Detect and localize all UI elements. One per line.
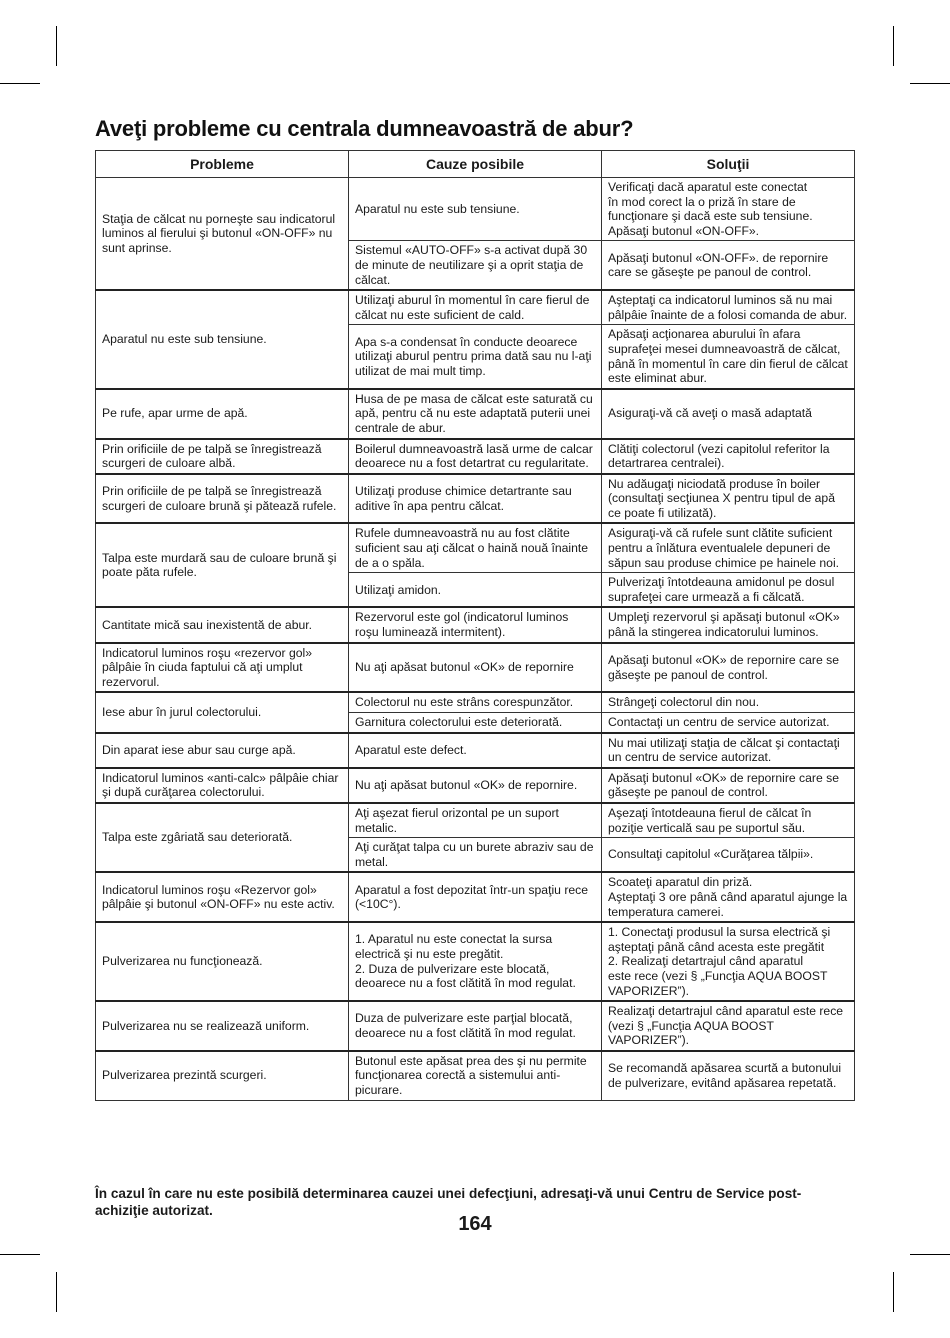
crop-mark xyxy=(56,1272,57,1312)
solution-cell: Pulverizaţi întotdeauna amidonul pe dosul suprafeţei care urmează a fi călcată. xyxy=(602,573,855,608)
cause-cell: Aparatul nu este sub tensiune. xyxy=(349,178,602,241)
troubleshooting-table xyxy=(95,150,855,1101)
cause-cell: Aţi curăţat talpa cu un burete abraziv sau de metal. xyxy=(349,838,602,873)
solution-cell: Apăsaţi butonul «OK» de repornire care se găseşte pe panoul de control. xyxy=(602,643,855,693)
problem-cell: Cantitate mică sau inexistentă de abur. xyxy=(96,607,349,642)
cause-cell: Garnitura colectorului este deteriorată. xyxy=(349,713,602,733)
table-header-row xyxy=(96,151,855,178)
solution-cell: Contactaţi un centru de service autorizat. xyxy=(602,713,855,733)
table-row xyxy=(96,733,855,768)
table-row xyxy=(96,474,855,524)
table-row xyxy=(96,872,855,922)
solution-cell: Asiguraţi-vă că aveţi o masă adaptată xyxy=(602,389,855,439)
crop-mark xyxy=(893,1272,894,1312)
cause-cell: Utilizaţi amidon. xyxy=(349,573,602,608)
crop-mark xyxy=(893,26,894,66)
cause-cell: Boilerul dumneavoastră lasă urme de calcar deoarece nu a fost detartrat cu regularitate. xyxy=(349,439,602,474)
solution-cell: Clătiţi colectorul (vezi capitolul referitor la detartrarea centralei). xyxy=(602,439,855,474)
solution-cell: Scoateţi aparatul din priză. Aşteptaţi 3 ore până când aparatul ajunge la temperatura camerei. xyxy=(602,872,855,922)
header-problems: Probleme xyxy=(96,151,349,178)
cause-cell: Rufele dumneavoastră nu au fost clătite suficient sau aţi călcat o haină nouă înainte de a o spăla. xyxy=(349,523,602,572)
table-row xyxy=(96,439,855,474)
solution-cell: Asiguraţi-vă că rufele sunt clătite suficient pentru a înlătura eventualele depuneri de săpun sau produse chimice pe hainele noi. xyxy=(602,523,855,572)
footer-note: În cazul în care nu este posibilă determinarea cauzei unei defecţiuni, adresaţi-vă unui Centru de Service post-achiziţie autorizat. xyxy=(95,1186,802,1218)
problem-cell: Aparatul nu este sub tensiune. xyxy=(96,290,349,389)
cause-cell: Aparatul a fost depozitat într-un spaţiu rece (<10C°). xyxy=(349,872,602,922)
problem-cell: Din aparat iese abur sau curge apă. xyxy=(96,733,349,768)
solution-cell: Aşezaţi întotdeauna fierul de călcat în poziţie verticală sau pe suportul său. xyxy=(602,803,855,838)
problem-cell: Pulverizarea nu se realizează uniform. xyxy=(96,1001,349,1051)
table-body xyxy=(96,178,855,1101)
solution-cell: Verificaţi dacă aparatul este conectat în mod corect la o priză în stare de funcţionare şi dacă este sub tensiune. Apăsaţi butonul «ON-OFF». xyxy=(602,178,855,241)
page-title: Aveţi probleme cu centrala dumneavoastră de abur? xyxy=(95,116,634,141)
table-row xyxy=(96,1051,855,1100)
problem-cell: Pulverizarea prezintă scurgeri. xyxy=(96,1051,349,1100)
solution-cell: Nu adăugaţi niciodată produse în boiler (consultaţi secţiunea X pentru tipul de apă ce poate fi utilizată). xyxy=(602,474,855,524)
problem-cell: Prin orificiile de pe talpă se înregistrează scurgeri de culoare albă. xyxy=(96,439,349,474)
table-row xyxy=(96,389,855,439)
solution-cell: Consultaţi capitolul «Curăţarea tălpii». xyxy=(602,838,855,873)
cause-cell: Husa de pe masa de călcat este saturată cu apă, pentru că nu este adaptată puterii unei centrale de abur. xyxy=(349,389,602,439)
cause-cell: Duza de pulverizare este parţial blocată, deoarece nu a fost clătită în mod regulat. xyxy=(349,1001,602,1051)
crop-mark xyxy=(56,26,57,66)
header-solutions: Soluţii xyxy=(602,151,855,178)
table-row xyxy=(96,607,855,642)
page-number: 164 xyxy=(458,1213,492,1235)
solution-cell: Aşteptaţi ca indicatorul luminos să nu mai pâlpâie înainte de a folosi comanda de abur. xyxy=(602,290,855,325)
solution-cell: Se recomandă apăsarea scurtă a butonului de pulverizare, evitând apăsarea repetată. xyxy=(602,1051,855,1100)
cause-cell: Aţi aşezat fierul orizontal pe un suport metalic. xyxy=(349,803,602,838)
problem-cell: Indicatorul luminos roşu «Rezervor gol» pâlpâie şi butonul «ON-OFF» nu este activ. xyxy=(96,872,349,922)
cause-cell: Aparatul este defect. xyxy=(349,733,602,768)
problem-cell: Pe rufe, apar urme de apă. xyxy=(96,389,349,439)
problem-cell: Staţia de călcat nu porneşte sau indicatorul luminos al fierului şi butonul «ON-OFF» nu sunt aprinse. xyxy=(96,178,349,291)
problem-cell: Indicatorul luminos roşu «rezervor gol» pâlpâie în ciuda faptului că aţi umplut rezervorul. xyxy=(96,643,349,693)
problem-cell: Pulverizarea nu funcţionează. xyxy=(96,922,349,1001)
header-causes: Cauze posibile xyxy=(349,151,602,178)
problem-cell: Prin orificiile de pe talpă se înregistrează scurgeri de culoare brună şi pătează rufele. xyxy=(96,474,349,524)
problem-cell: Talpa este murdară sau de culoare brună şi poate păta rufele. xyxy=(96,523,349,607)
cause-cell: Rezervorul este gol (indicatorul luminos roşu luminează intermitent). xyxy=(349,607,602,642)
table-row xyxy=(96,768,855,803)
crop-mark xyxy=(0,1254,40,1255)
table-row xyxy=(96,523,855,572)
cause-cell: Nu aţi apăsat butonul «OK» de repornire xyxy=(349,643,602,693)
cause-cell: Colectorul nu este strâns corespunzător. xyxy=(349,692,602,712)
solution-cell: Apăsaţi butonul «ON-OFF». de repornire care se găseşte pe panoul de control. xyxy=(602,241,855,290)
cause-cell: Utilizaţi produse chimice detartrante sau aditive în apa pentru călcat. xyxy=(349,474,602,524)
problem-cell: Iese abur în jurul colectorului. xyxy=(96,692,349,732)
crop-mark xyxy=(910,1254,950,1255)
cause-cell: Butonul este apăsat prea des şi nu permite funcţionarea corectă a sistemului anti-picurare. xyxy=(349,1051,602,1100)
crop-mark xyxy=(910,83,950,84)
table-row xyxy=(96,803,855,838)
table-row xyxy=(96,922,855,1001)
cause-cell: Apa s-a condensat în conducte deoarece utilizaţi aburul pentru prima dată sau nu l-aţi utilizat de mai mult timp. xyxy=(349,325,602,389)
solution-cell: Realizaţi detartrajul când aparatul este rece (vezi § „Funcţia AQUA BOOST VAPORIZER”). xyxy=(602,1001,855,1051)
table-row xyxy=(96,290,855,325)
table-row xyxy=(96,643,855,693)
problem-cell: Talpa este zgâriată sau deteriorată. xyxy=(96,803,349,872)
cause-cell: Sistemul «AUTO-OFF» s-a activat după 30 de minute de neutilizare şi a oprit staţia de călcat. xyxy=(349,241,602,290)
solution-cell: Apăsaţi acţionarea aburului în afara suprafeţei mesei dumneavoastră de călcat, până în momentul în care din fierul de călcat este eliminat abur. xyxy=(602,325,855,389)
crop-mark xyxy=(0,83,40,84)
problem-cell: Indicatorul luminos «anti-calc» pâlpâie chiar şi după curăţarea colectorului. xyxy=(96,768,349,803)
solution-cell: Nu mai utilizaţi staţia de călcat şi contactaţi un centru de service autorizat. xyxy=(602,733,855,768)
solution-cell: 1. Conectaţi produsul la sursa electrică şi aşteptaţi până când acesta este pregătit 2. Realizaţi detartrajul când aparatul este rece (vezi § „Funcţia AQUA BOOST VAPORIZER”). xyxy=(602,922,855,1001)
solution-cell: Umpleţi rezervorul şi apăsaţi butonul «OK» până la stingerea indicatorului luminos. xyxy=(602,607,855,642)
cause-cell: 1. Aparatul nu este conectat la sursa electrică şi nu este pregătit. 2. Duza de pulverizare este blocată, deoarece nu a fost clătită în mod regulat. xyxy=(349,922,602,1001)
solution-cell: Strângeţi colectorul din nou. xyxy=(602,692,855,712)
table-row xyxy=(96,692,855,712)
table-row xyxy=(96,178,855,241)
solution-cell: Apăsaţi butonul «OK» de repornire care se găseşte pe panoul de control. xyxy=(602,768,855,803)
cause-cell: Utilizaţi aburul în momentul în care fierul de călcat nu este suficient de cald. xyxy=(349,290,602,325)
table-row xyxy=(96,1001,855,1051)
cause-cell: Nu aţi apăsat butonul «OK» de repornire. xyxy=(349,768,602,803)
